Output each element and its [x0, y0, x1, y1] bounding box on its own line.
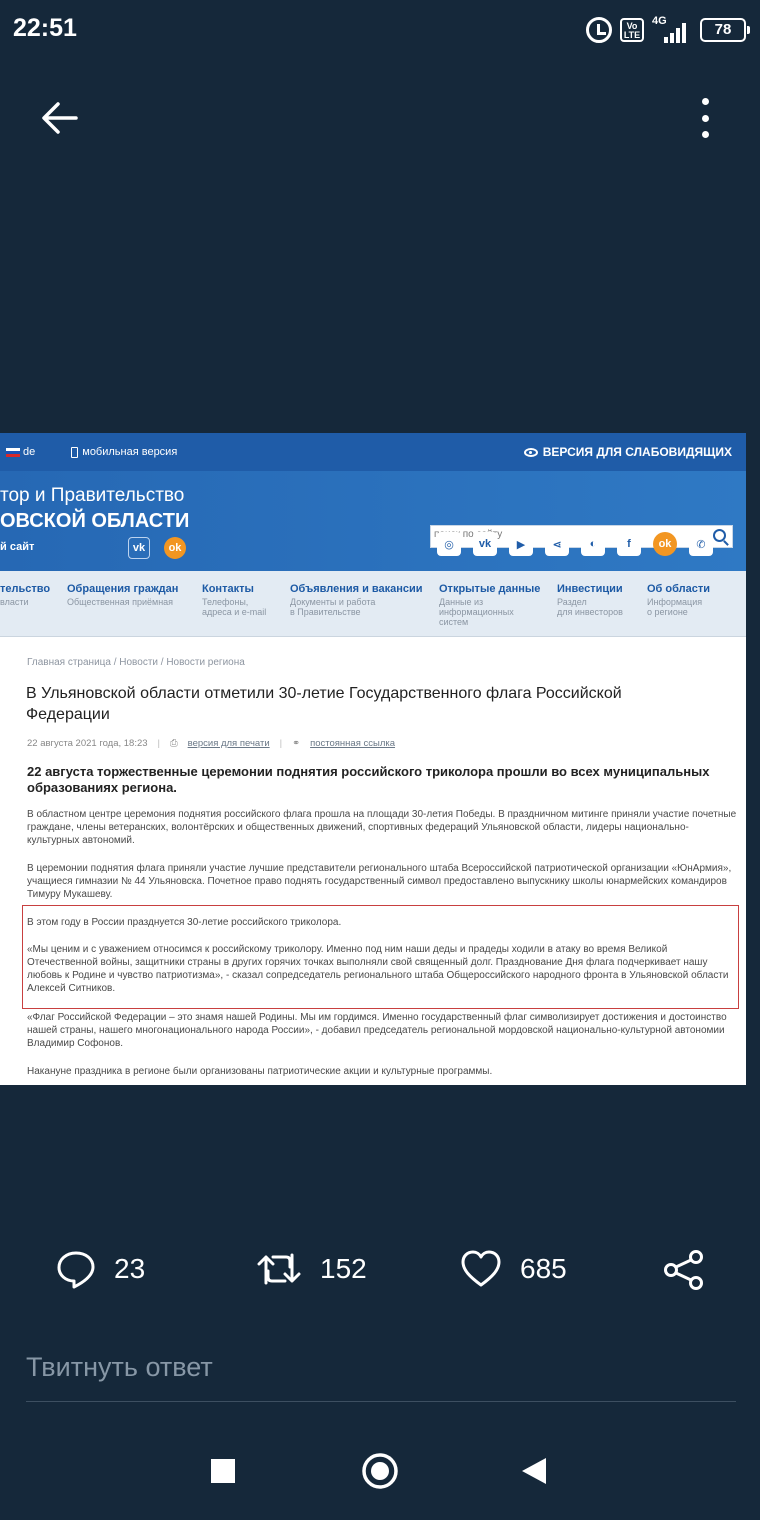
site-top-bar — [0, 433, 746, 471]
youtube-icon: ▶ — [509, 532, 533, 556]
phone-icon — [71, 447, 78, 458]
article-paragraph: В областном центре церемония поднятия российского флага прошла на площади 30-летия Победы. В праздничном митинге приняли участие почетные граждане, члены ветеранских, волонтёрских и общественных движений, спортивных федераций Ульяновской области, лидеры национально-культурных автономий. — [27, 809, 737, 846]
article-paragraph: Накануне праздника в регионе были организованы патриотические акции и культурные программы. — [27, 1066, 493, 1077]
eye-icon — [524, 448, 538, 457]
like-button[interactable] — [460, 1249, 567, 1289]
article-meta: 22 августа 2021 года, 18:23 | ⎙ версия для печати | ⚭ постоянная ссылка — [27, 738, 396, 749]
search-icon — [713, 529, 726, 542]
article-paragraph: «Флаг Российской Федерации – это знамя нашей Родины. Мы им гордимся. Именно государственный флаг символизирует достижения и достоинство нашей страны, нашего многонационального народа России», - добавил председатель региональной мордовской национально-культурной автономии Владимир Софонов. — [27, 1012, 727, 1049]
header-social-icons — [437, 532, 713, 556]
vk-icon: vk — [128, 537, 150, 559]
article-title: В Ульяновской области отметили 30-летие Государственного флага Российской Федерации — [26, 685, 622, 723]
print-icon: ⎙ — [170, 738, 178, 749]
volte-icon: Vo LTE — [620, 18, 644, 42]
alarm-icon — [586, 17, 612, 43]
mobile-version-link — [71, 446, 177, 458]
nav-investments: Инвестиции Раздел для инвесторов — [557, 583, 623, 617]
square-icon — [210, 1458, 236, 1484]
retweet-button[interactable] — [256, 1249, 367, 1289]
rss-icon: ◐ — [581, 532, 605, 556]
site-nav — [0, 571, 746, 637]
nav-government: тельство власти — [0, 583, 51, 607]
language-label: de — [23, 446, 36, 458]
reply-icon — [56, 1249, 96, 1289]
vk-icon: vk — [473, 532, 497, 556]
circle-icon — [360, 1451, 400, 1491]
like-count: 685 — [520, 1253, 567, 1284]
print-link: версия для печати — [187, 738, 270, 749]
share-icon — [662, 1249, 706, 1291]
nav-appeals: Обращения граждан Общественная приёмная — [67, 583, 179, 607]
reply-button[interactable] — [56, 1249, 145, 1289]
tweet-actions — [0, 1245, 760, 1297]
flag-icon — [6, 448, 20, 457]
share-button[interactable] — [662, 1249, 706, 1291]
article-paragraph: «Мы ценим и с уважением относимся к российскому триколору. Именно под ним наши деды и прадеды ходили в атаку во время Великой Отечественной войны, защитники страны в других горячих точках выполняли свой священный долг. Празднование Дня флага подчеркивает нашу любовь к Родине и чувство патриотизма», - сказал сопредседатель регионального штаба Общероссийского народного фронта в Ульяновской области Алексей Ситников. — [27, 944, 729, 994]
link-icon: ⚭ — [292, 738, 301, 749]
site-title-line1: тор и Правительство — [0, 485, 185, 506]
triangle-back-icon — [520, 1456, 548, 1486]
nav-open-data: Открытые данные Данные из информационных систем — [439, 583, 541, 627]
facebook-icon: f — [617, 532, 641, 556]
home-button[interactable] — [360, 1451, 400, 1496]
reply-area — [26, 1348, 736, 1402]
battery-icon: 78 — [700, 18, 746, 42]
odnoklassniki-icon: ok — [164, 537, 186, 559]
site-title-line2: ОВСКОЙ ОБЛАСТИ — [0, 510, 190, 532]
nav-about-region: Об области Информация о регионе — [647, 583, 711, 617]
permalink: постоянная ссылка — [310, 738, 396, 749]
nav-vacancies: Объявления и вакансии Документы и работа в Правительстве — [290, 583, 423, 617]
signal-icon — [652, 17, 692, 43]
mobile-version-label: мобильная версия — [82, 446, 178, 458]
reply-count: 23 — [114, 1253, 146, 1284]
retweet-count: 152 — [320, 1253, 367, 1284]
article-paragraph: В церемонии поднятия флага приняли участие лучшие представители регионального штаба Всероссийской патриотической организации «ЮнАрмия», учащиеся гимназии № 44 Ульяновска. Почетное право поднять государственный символ предоставлено выпускнику школы юнармейских командиров Тимуру Мукашеву. — [27, 863, 732, 900]
retweet-icon — [256, 1249, 302, 1289]
instagram-icon: ◎ — [437, 532, 461, 556]
nav-contacts: Контакты Телефоны, адреса и e-mail — [202, 583, 267, 617]
back-button[interactable] — [520, 1456, 548, 1491]
status-icons — [586, 14, 746, 46]
tweet-image[interactable] — [0, 433, 746, 1085]
language-switch — [6, 446, 35, 458]
viber-icon: ✆ — [689, 532, 713, 556]
status-time: 22:51 — [13, 14, 77, 42]
network-type: 4G — [652, 15, 667, 27]
share-network-icon: ⋖ — [545, 532, 569, 556]
status-bar — [0, 0, 760, 60]
odnoklassniki-icon: ok — [653, 532, 677, 556]
back-arrow-icon[interactable] — [40, 100, 80, 136]
accessibility-link — [524, 445, 732, 459]
breadcrumb: Главная страница / Новости / Новости региона — [27, 657, 245, 668]
reply-input[interactable] — [26, 1348, 736, 1386]
article-lead: 22 августа торжественные церемонии поднятия российского триколора прошли во всех муниципальных образованиях региона. — [27, 764, 710, 795]
article-date: 22 августа 2021 года, 18:23 — [27, 738, 148, 749]
article-paragraph: В этом году в России празднуется 30-летие российского триколора. — [27, 917, 342, 928]
site-header — [0, 471, 746, 571]
heart-icon — [460, 1249, 502, 1289]
more-options-icon[interactable] — [692, 96, 718, 140]
system-nav-bar — [0, 1440, 760, 1500]
site-subtitle: й сайт — [0, 541, 35, 553]
recents-button[interactable] — [210, 1458, 236, 1489]
accessibility-label: ВЕРСИЯ ДЛЯ СЛАБОВИДЯЩИХ — [542, 445, 732, 459]
header-social — [128, 537, 186, 559]
